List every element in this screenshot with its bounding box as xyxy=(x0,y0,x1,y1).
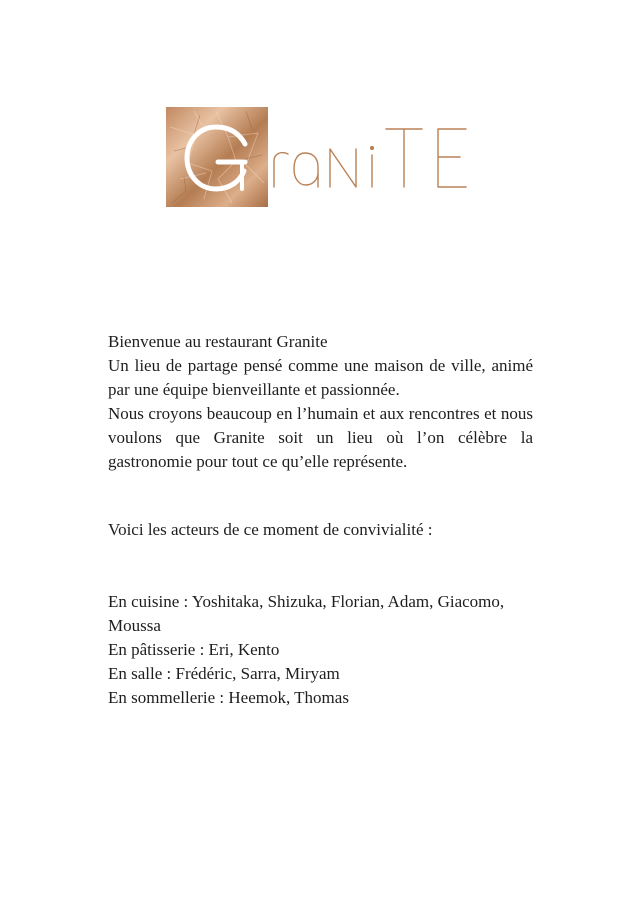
wordmark-letters-icon xyxy=(270,127,478,189)
copper-leaf-logo-icon xyxy=(166,107,268,207)
welcome-line: Bienvenue au restaurant Granite xyxy=(108,332,328,351)
team-pastry: En pâtisserie : Eri, Kento xyxy=(108,640,280,659)
welcome-text-block xyxy=(108,330,533,710)
team-dining-room: En salle : Frédéric, Sarra, Miryam xyxy=(108,664,340,683)
team-sommellerie: En sommellerie : Heemok, Thomas xyxy=(108,688,349,707)
description-paragraph: Un lieu de partage pensé comme une maison de ville, animé par une équipe bienveillante et passionnée. xyxy=(108,356,533,399)
team-kitchen: En cuisine : Yoshitaka, Shizuka, Florian, Adam, Giacomo, Moussa xyxy=(108,592,505,635)
team-list xyxy=(108,590,533,710)
intro-section xyxy=(108,330,533,542)
granite-logo xyxy=(166,107,478,207)
belief-paragraph: Nous croyons beaucoup en l’humain et aux rencontres et nous voulons que Granite soit un lieu où l’on célèbre la gastronomie pour tout ce qu’elle représente. xyxy=(108,404,533,471)
team-lead-in: Voici les acteurs de ce moment de convivialité : xyxy=(108,520,433,539)
